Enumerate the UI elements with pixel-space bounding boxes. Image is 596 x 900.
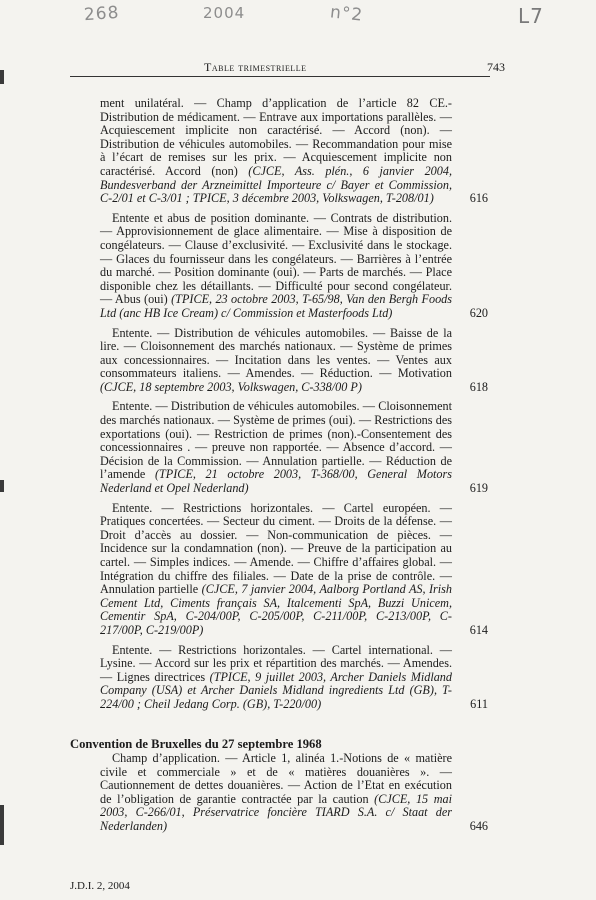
page-reference: 614	[469, 622, 488, 637]
page-reference: 620	[469, 305, 488, 320]
handwritten-note-d: L7	[518, 4, 544, 28]
header-title: Table trimestrielle	[204, 60, 307, 74]
entry-citation: (TPICE, 23 octobre 2003, T-65/98, Van den Bergh Foods Ltd (anc HB Ice Cream) c/ Commission et Masterfoods Ltd)	[100, 292, 452, 320]
entry-citation: (CJCE, 18 septembre 2003, Volkswagen, C-338/00 P)	[100, 379, 362, 394]
index-entry	[100, 642, 488, 712]
footer: J.D.I. 2, 2004	[70, 880, 130, 892]
entry-citation: (CJCE, Ass. plén., 6 janvier 2004, Bundesverband der Arzneimittel Importeure c/ Bayer et Commission, C-2/01 et C-3/01 ; TPICE, 3 décembre 2003, Volkswagen, T-208/01)	[100, 163, 452, 206]
page-reference: 619	[469, 481, 488, 496]
running-header	[96, 60, 505, 76]
page-reference: 611	[470, 696, 488, 711]
index-entry	[100, 325, 488, 395]
header-rule	[70, 76, 490, 77]
entry-text: Entente. — Restrictions horizontales. — Cartel international. — Lysine. — Accord sur les prix et répartition des marchés. — Amendes. — Lignes directrices	[100, 642, 452, 684]
entry-text: ment unilatéral. — Champ d’application de l’article 82 CE.-Distribution de médicament. — Entrave aux importations parallèles. — Acquiescement implicite non caractérisé. — Accord (non). — Distribution de véhicules automobiles. — Recommandation pour mise à l’écart de remises sur les prix. — Acquiescement implicite non caractérisé. Accord (non)	[100, 96, 452, 178]
margin-mark	[0, 805, 4, 845]
index-entry	[100, 96, 488, 206]
handwritten-note-b: 2004	[203, 4, 246, 22]
index-entry	[100, 210, 488, 321]
page-reference: 616	[469, 191, 488, 206]
index-entry	[100, 500, 488, 638]
entry-list	[100, 96, 488, 718]
entry-text: Entente. — Restrictions horizontales. — Cartel européen. — Pratiques concertées. — Secteur du ciment. — Droits de la défense. — Droit d’accès au dossier. — Non-communication de pièces. — Incidence sur la condamnation (non). — Preuve de la participation au cartel. — Simples indices. — Amende. — Chiffre d’affaires global. — Intégration du chiffre des filiales. — Date de la prise de contrôle. — Annulation partielle	[100, 500, 452, 597]
page-reference: 646	[469, 818, 488, 833]
index-entry	[100, 751, 488, 834]
entry-citation: (TPICE, 9 juillet 2003, Archer Daniels Midland Company (USA) et Archer Daniels Midland ingredients Ltd (GB), T-224/00 ; Cheil Jedang Corp. (GB), T-220/00)	[100, 669, 452, 711]
handwritten-note-a: 268	[83, 2, 121, 26]
entry-text: Entente. — Distribution de véhicules automobiles. — Cloisonnement des marchés nationaux. — Système de primes (oui). — Restrictions des exportations (oui). — Restriction de primes (non).-Consentement des concessionnaires . — preuve non rapportée. — Absence d’accord. — Décision de la Commission. — Annulation partielle. — Réduction de l’amende	[100, 399, 452, 482]
margin-mark	[0, 70, 4, 84]
entry-text: Champ d’application. — Article 1, alinéa 1.-Notions de « matière civile et commerciale » et de « matières douanières ». — Cautionnement de dettes douanières. — Action de l’Etat en exécution de l’obligation de garantie contractée par la caution	[100, 751, 452, 806]
section-heading: Convention de Bruxelles du 27 septembre 1968	[70, 737, 322, 751]
page-number: 743	[487, 60, 505, 74]
handwritten-note-c: n°2	[329, 2, 365, 26]
entry-citation: (CJCE, 15 mai 2003, C-266/01, Préservatrice foncière TIARD S.A. c/ Staat der Nederlanden)	[100, 791, 453, 833]
margin-mark	[0, 480, 4, 492]
index-entry	[100, 399, 488, 496]
page-reference: 618	[469, 379, 488, 394]
entry-citation: (CJCE, 7 janvier 2004, Aalborg Portland AS, Irish Cement Ltd, Ciments français SA, Italcementi SpA, Buzzi Unicem, Cementir SpA, C-204/00P, C-205/00P, C-211/00P, C-213/00P, C-217/00P, C-219/00P)	[100, 582, 452, 637]
entry-text: Entente. — Distribution de véhicules automobiles. — Baisse de la lire. — Cloisonnement des marchés nationaux. — Système de primes aux concessionnaires. — Incitation dans les ventes. — Ventes aux consommateurs italiens. — Amendes. — Réduction. — Motivation	[100, 325, 452, 381]
entry-text: Entente et abus de position dominante. — Contrats de distribution. — Approvisionnement de glace alimentaire. — Mise à disposition de congélateurs. — Clause d’exclusivité. — Exclusivité dans le stockage. — Glaces du fournisseur dans les congélateurs. — Barrières à l’entrée du marché. — Position dominante (oui). — Parts de marchés. — Place disponible chez les détaillants. — Difficulté pour second congélateur. — Abus (oui)	[100, 210, 452, 307]
entry-citation: (TPICE, 21 octobre 2003, T-368/00, General Motors Nederland et Opel Nederland)	[100, 467, 453, 496]
